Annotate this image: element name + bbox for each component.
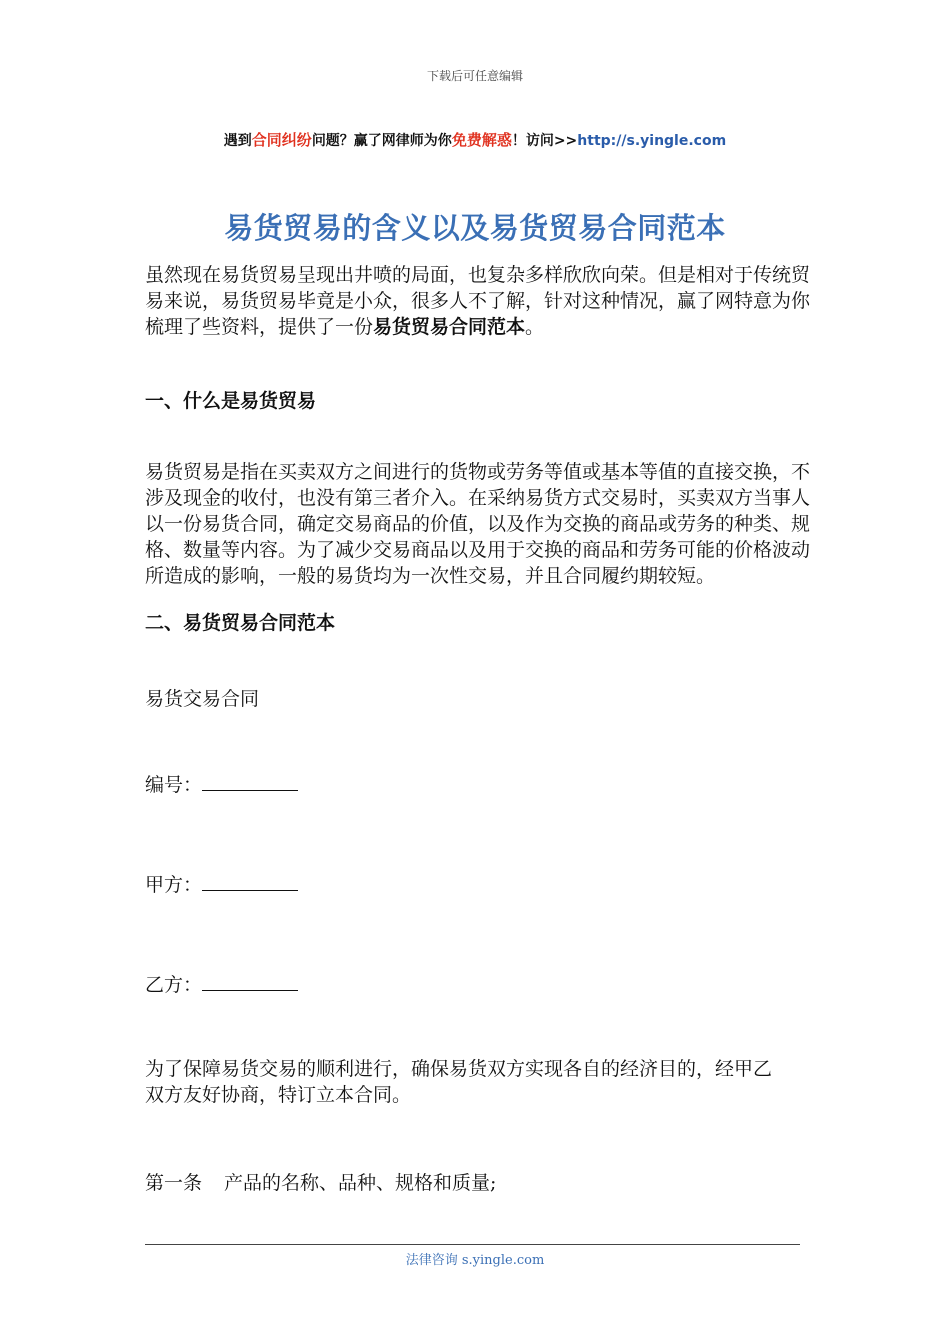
article-1 [145, 1168, 496, 1195]
section1-heading: 一、什么是易货贸易 [145, 390, 317, 412]
contract-title: 易货交易合同 [145, 688, 260, 710]
intro-text: 虽然现在易货贸易呈现出井喷的局面，也复杂多样欣欣向荣。但是相对于传统贸易来说，易货贸易毕竟是小众，很多人不了解，针对这种情况，赢了网特意为你梳理了些资料，提供了一份 [145, 264, 811, 338]
document-title: 易货贸易的含义以及易货贸易合同范本 [224, 211, 726, 245]
banner-text-1: 遇到 [223, 133, 252, 149]
party-a-line [145, 870, 298, 897]
party-a-blank [202, 872, 298, 891]
contract-number-blank [202, 772, 298, 791]
section2-heading: 二、易货贸易合同范本 [145, 612, 336, 634]
banner-highlight-free: 免费解惑 [451, 131, 512, 149]
article-1-text: 产品的名称、品种、规格和质量; [224, 1172, 497, 1194]
contract-number-label: 编号： [145, 774, 203, 796]
footer-text: 法律咨询 s.yingle.com [405, 1253, 545, 1268]
intro-end: 。 [525, 316, 545, 338]
footer-divider [145, 1244, 800, 1245]
banner-highlight-dispute: 合同纠纷 [251, 131, 312, 149]
header-note: 下载后可任意编辑 [426, 69, 523, 83]
contract-preamble: 为了保障易货交易的顺利进行，确保易货双方实现各自的经济目的，经甲乙双方友好协商，特订立本合同。 [145, 1058, 773, 1106]
banner-link[interactable]: http://s.yingle.com [577, 133, 727, 149]
party-b-label: 乙方： [145, 974, 203, 996]
party-b-blank [202, 972, 298, 991]
banner-text-3: ！访问>> [511, 133, 578, 149]
intro-bold: 易货贸易合同范本 [373, 316, 526, 338]
intro-paragraph [145, 262, 815, 340]
banner-text-2: 问题？赢了网律师为你 [311, 133, 452, 149]
promo-banner [0, 129, 950, 150]
party-b-line [145, 970, 298, 997]
contract-number-line [145, 770, 298, 797]
party-a-label: 甲方： [145, 874, 203, 896]
section1-body: 易货贸易是指在买卖双方之间进行的货物或劳务等值或基本等值的直接交换，不涉及现金的收付，也没有第三者介入。在采纳易货方式交易时，买卖双方当事人以一份易货合同，确定交易商品的价值，以及作为交换的商品或劳务的种类、规格、数量等内容。为了减少交易商品以及用于交换的商品和劳务可能的价格波动所造成的影响，一般的易货均为一次性交易，并且合同履约期较短。 [145, 461, 811, 587]
article-1-number: 第一条 [145, 1172, 203, 1194]
